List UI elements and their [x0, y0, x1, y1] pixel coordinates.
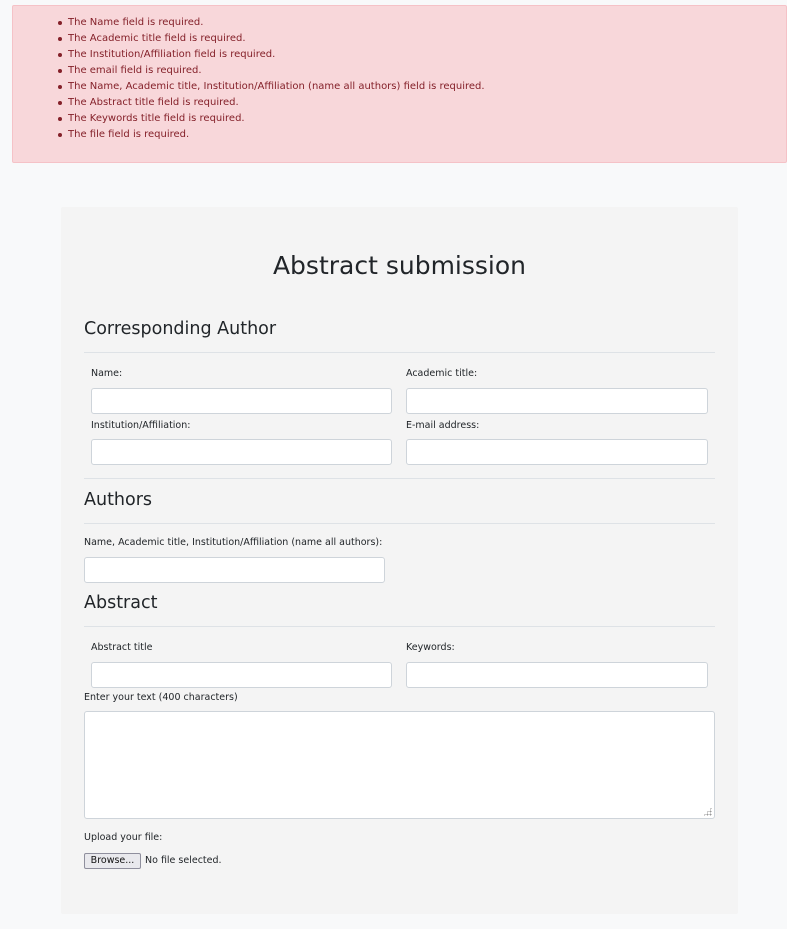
institution-label: Institution/Affiliation: — [91, 420, 191, 431]
keywords-input[interactable] — [406, 662, 708, 688]
all-authors-label: Name, Academic title, Institution/Affiliation (name all authors): — [84, 537, 383, 548]
section-divider — [84, 478, 715, 479]
upload-label: Upload your file: — [84, 832, 163, 843]
error-item: The Academic title field is required. — [57, 31, 485, 47]
authors-heading: Authors — [84, 490, 153, 510]
keywords-label: Keywords: — [406, 642, 455, 653]
browse-button[interactable]: Browse... — [84, 853, 141, 869]
all-authors-input[interactable] — [84, 557, 385, 583]
email-label: E-mail address: — [406, 420, 480, 431]
error-item: The Name field is required. — [57, 15, 485, 31]
error-item: The email field is required. — [57, 63, 485, 79]
validation-error-alert — [12, 5, 787, 163]
abstract-text-wrapper — [84, 711, 715, 819]
academic-title-input[interactable] — [406, 388, 708, 414]
name-input[interactable] — [91, 388, 392, 414]
abstract-text-label: Enter your text (400 characters) — [84, 692, 238, 703]
section-divider — [84, 626, 715, 627]
error-item: The Name, Academic title, Institution/Affiliation (name all authors) field is required. — [57, 79, 485, 95]
error-list — [57, 15, 485, 143]
abstract-submission-form — [61, 207, 738, 914]
abstract-title-input[interactable] — [91, 662, 392, 688]
section-divider — [84, 523, 715, 524]
email-input[interactable] — [406, 439, 708, 465]
abstract-textarea[interactable] — [84, 711, 715, 819]
corresponding-author-heading: Corresponding Author — [84, 319, 277, 339]
page-title: Abstract submission — [272, 251, 527, 280]
name-label: Name: — [91, 368, 123, 379]
error-item: The file field is required. — [57, 127, 485, 143]
file-status: No file selected. — [145, 855, 222, 866]
section-divider — [84, 352, 715, 353]
academic-title-label: Academic title: — [406, 368, 478, 379]
abstract-title-label: Abstract title — [91, 642, 153, 653]
error-item: The Abstract title field is required. — [57, 95, 485, 111]
error-item: The Institution/Affiliation field is required. — [57, 47, 485, 63]
abstract-heading: Abstract — [84, 593, 158, 613]
institution-input[interactable] — [91, 439, 392, 465]
error-item: The Keywords title field is required. — [57, 111, 485, 127]
